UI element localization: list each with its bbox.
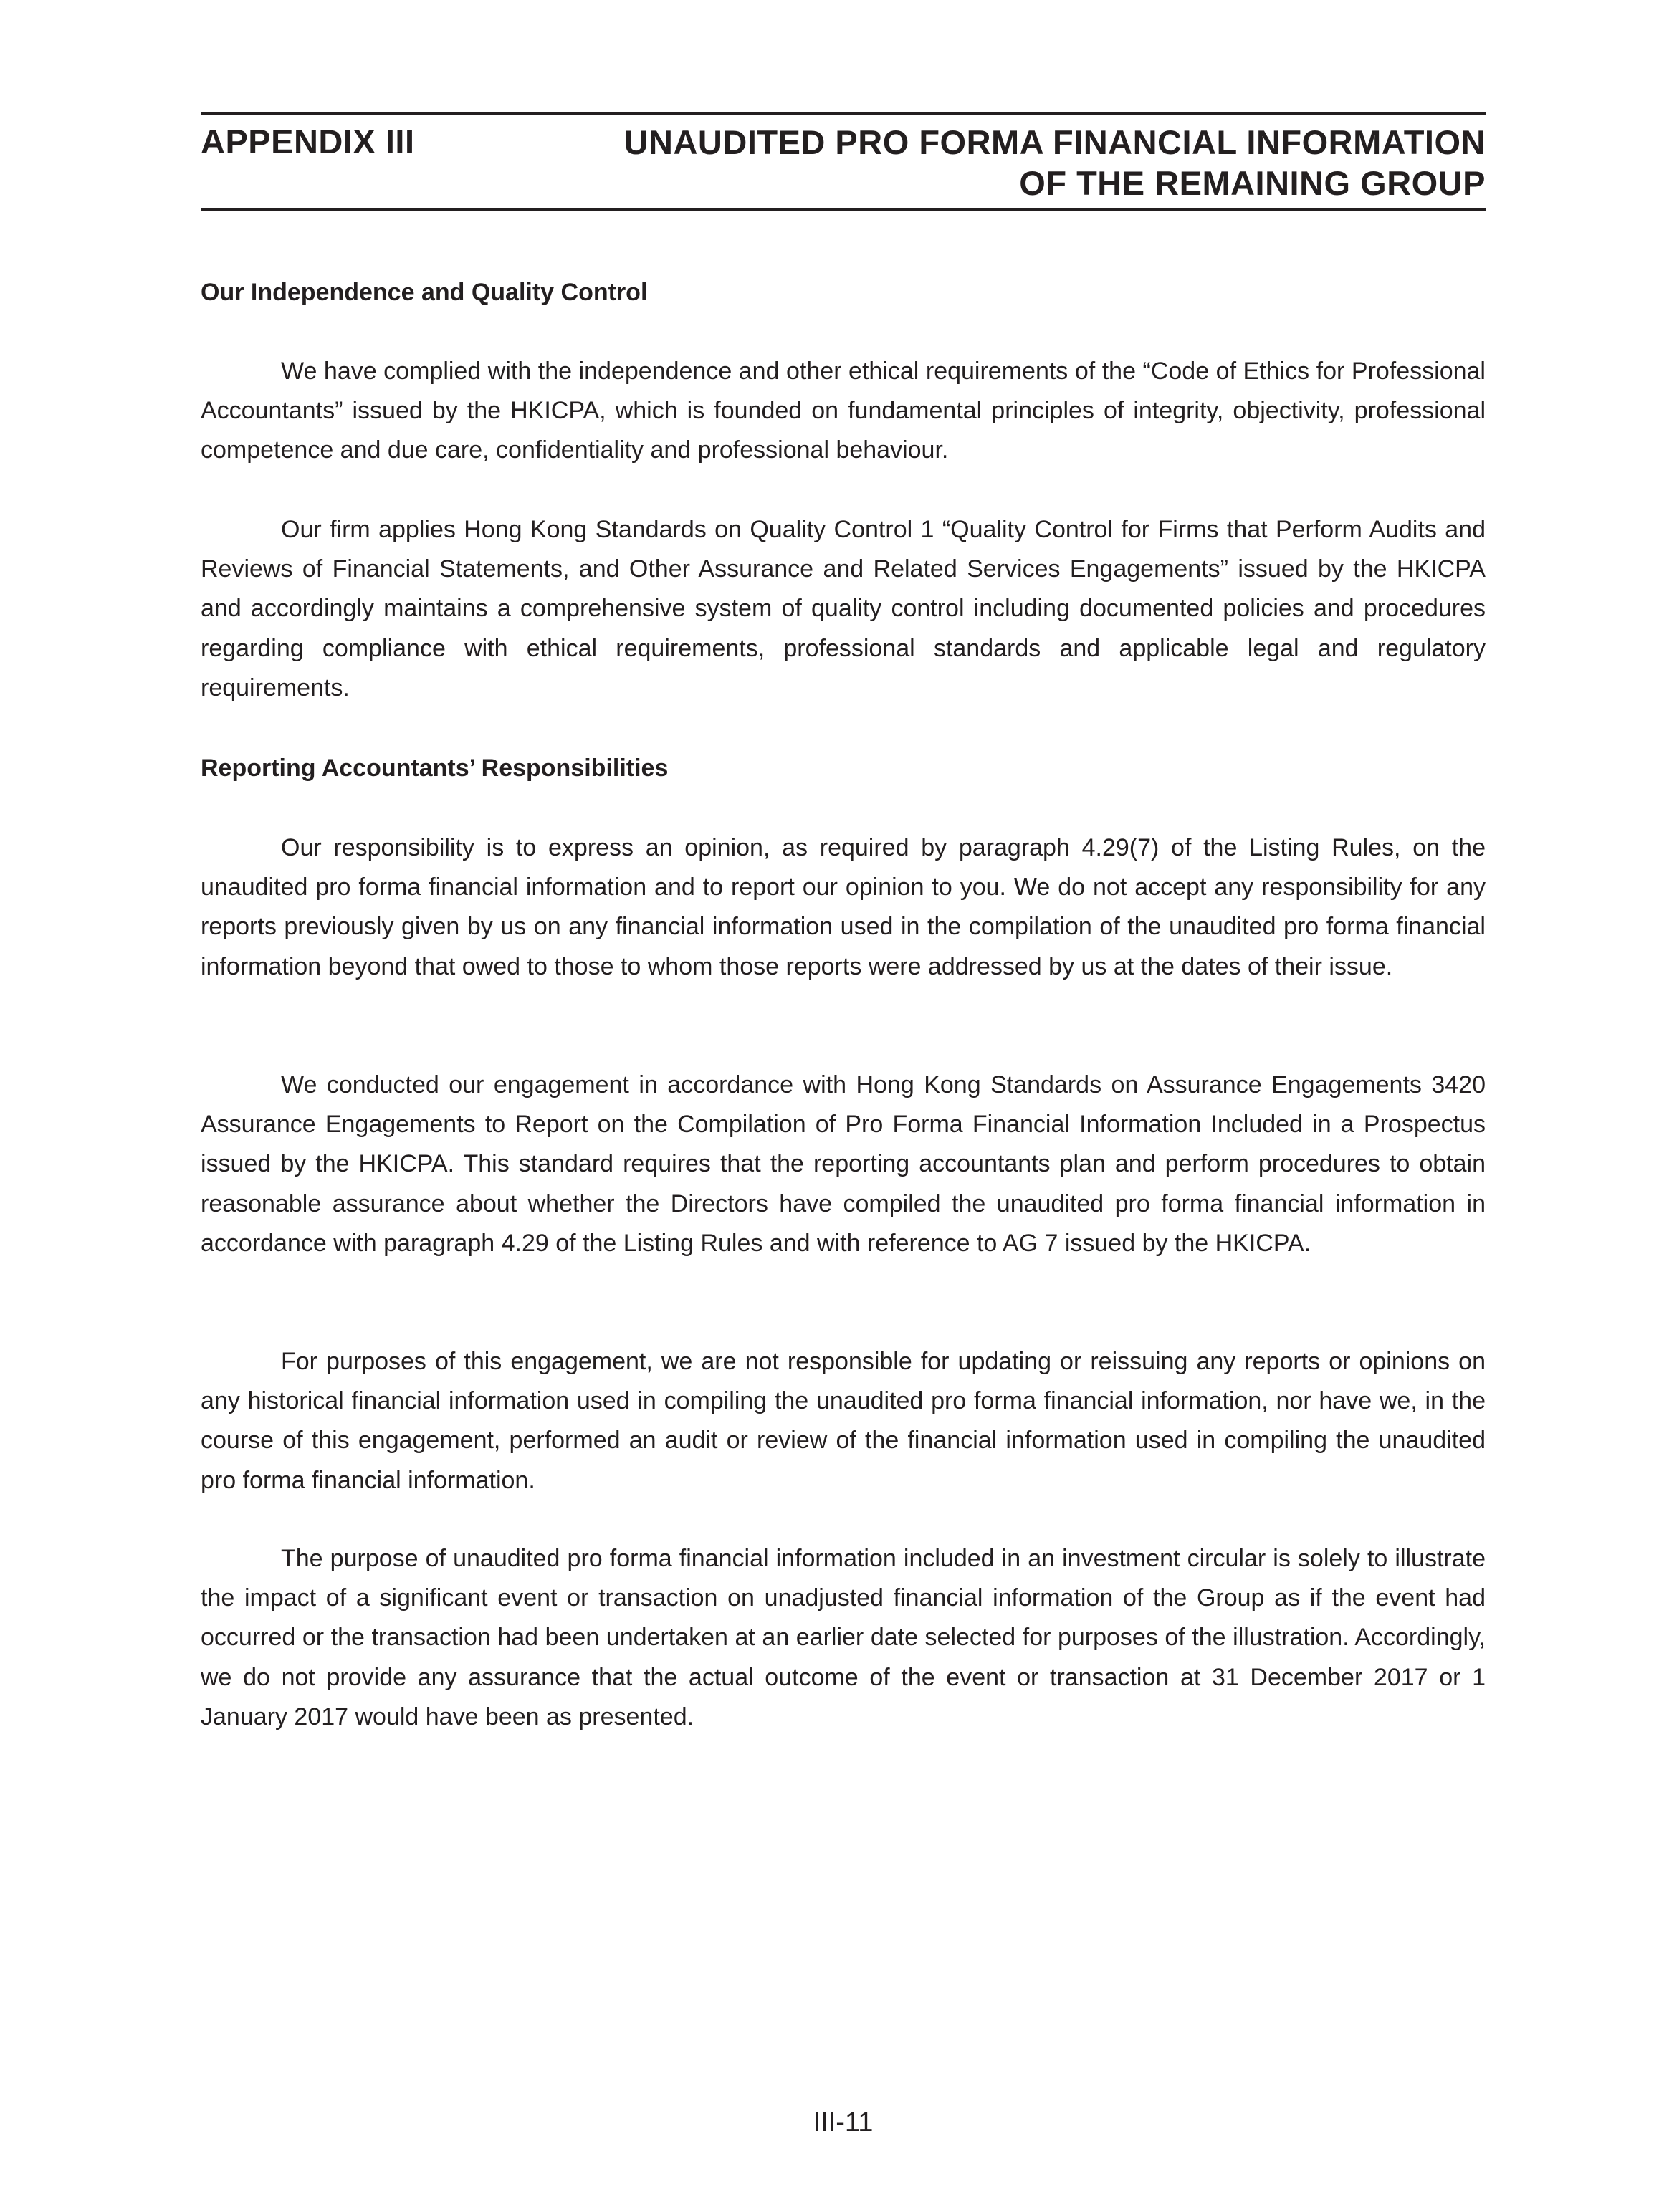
paragraph-responsibilities-2: We conducted our engagement in accordance with Hong Kong Standards on Assurance Engagements 3420 Assurance Engagements to Report on the Compilation of Pro Forma Financial Information Included in a Prospectus issued by the HKICPA. This standard requires that the reporting accountants plan and perform procedures to obtain reasonable assurance about whether the Directors have compiled the unaudited pro forma financial information in accordance with paragraph 4.29 of the Listing Rules and with reference to AG 7 issued by the HKICPA. — [201, 1071, 1486, 1257]
appendix-title — [482, 122, 1486, 204]
page-number: III-11 — [813, 2107, 874, 2137]
document-page — [201, 0, 1486, 2212]
section-heading-independence: Our Independence and Quality Control — [201, 279, 648, 306]
appendix-title-line-1: UNAUDITED PRO FORMA FINANCIAL INFORMATION — [623, 123, 1486, 161]
paragraph-independence-1: We have complied with the independence and other ethical requirements of the “Code of Ethics for Professional Accountants” issued by the HKICPA, which is founded on fundamental principles of integrity, objectivity, professional competence and due care, confidentiality and professional behaviour. — [201, 358, 1486, 464]
paragraph-responsibilities-4: The purpose of unaudited pro forma financial information included in an investment circular is solely to illustrate the impact of a significant event or transaction on unadjusted financial information of the Group as if the event had occurred or the transaction had been undertaken at an earlier date selected for purposes of the illustration. Accordingly, we do not provide any assurance that the actual outcome of the event or transaction at 31 December 2017 or 1 January 2017 would have been as presented. — [201, 1545, 1486, 1730]
appendix-title-line-2: OF THE REMAINING GROUP — [1019, 164, 1486, 202]
appendix-label: APPENDIX III — [201, 123, 415, 161]
paragraph-responsibilities-1: Our responsibility is to express an opinion, as required by paragraph 4.29(7) of the Listing Rules, on the unaudited pro forma financial information and to report our opinion to you. We do not accept any responsibility for any reports previously given by us on any financial information used in the compilation of the unaudited pro forma financial information beyond that owed to those to whom those reports were addressed by us at the dates of their issue. — [201, 834, 1486, 980]
paragraph-responsibilities-3: For purposes of this engagement, we are not responsible for updating or reissuing any reports or opinions on any historical financial information used in compiling the unaudited pro forma financial information, nor have we, in the course of this engagement, performed an audit or review of the financial information used in compiling the unaudited pro forma financial information. — [201, 1348, 1486, 1494]
header-bottom-rule — [201, 208, 1486, 211]
section-heading-responsibilities: Reporting Accountants’ Responsibilities — [201, 755, 669, 782]
paragraph-independence-2: Our firm applies Hong Kong Standards on Quality Control 1 “Quality Control for Firms that Perform Audits and Reviews of Financial Statements, and Other Assurance and Related Services Engagements” issued by the HKICPA and accordingly maintains a comprehensive system of quality control including documented policies and procedures regarding compliance with ethical requirements, professional standards and applicable legal and regulatory requirements. — [201, 516, 1486, 702]
header-top-rule — [201, 112, 1486, 115]
